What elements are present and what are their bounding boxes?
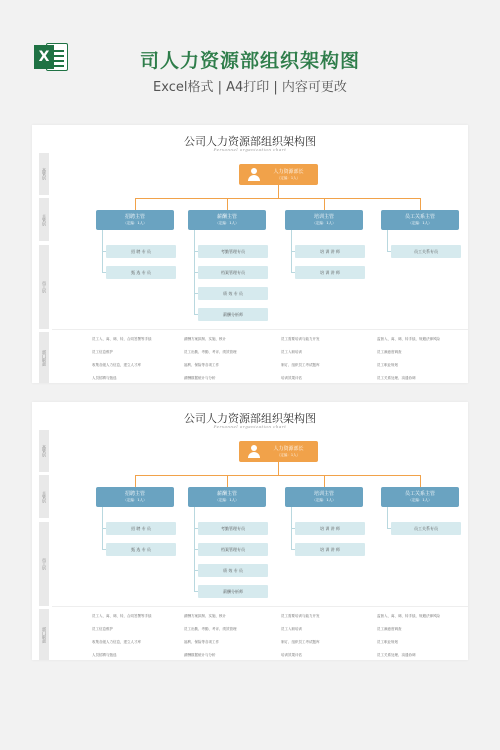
staff-node: 培 训 讲 师: [295, 543, 365, 556]
duty-item: 员工满意度调查: [377, 350, 402, 354]
duty-item: 员工需要培训与能力开发: [281, 337, 320, 341]
manager-count: （定编：1人）: [215, 498, 239, 502]
connector: [387, 230, 388, 251]
connector: [227, 475, 228, 487]
level-label: 部门职责: [39, 609, 49, 660]
manager-node: [381, 210, 459, 230]
level-label: 高管层: [39, 153, 49, 195]
staff-node: 招 聘 专 员: [106, 245, 176, 258]
head-count: （定编：1人）: [276, 176, 301, 180]
duty-item: 员工出勤、考勤、考评、绩效管理: [184, 350, 237, 354]
head-label: 人力资源部长: [273, 446, 304, 452]
chart-title: 公司人力资源部组织架构图: [184, 135, 316, 148]
chart-subtitle: Personnel organization chart: [213, 147, 287, 152]
connector: [135, 475, 136, 487]
level-label: 主管层: [39, 475, 49, 518]
connector: [420, 198, 421, 210]
staff-node: 员工关系专员: [391, 522, 461, 535]
head-node: [239, 164, 318, 185]
duties-column: [184, 337, 276, 383]
duty-item: 员工关系处理、沟通协调: [377, 376, 416, 380]
duties-column: [377, 614, 468, 660]
connector: [278, 462, 279, 475]
manager-label: 培训主管: [313, 491, 334, 497]
duty-item: 培训效果评估: [281, 653, 302, 657]
duties-column: [184, 614, 276, 660]
staff-node: 绩 效 专 员: [198, 564, 268, 577]
duty-item: 员工入职培训: [281, 350, 302, 354]
duty-item: 收集各级人力信息，建立人才库: [92, 640, 141, 644]
manager-node: [96, 487, 174, 507]
duties-column: [92, 614, 184, 660]
org-chart-preview-1: [32, 125, 468, 383]
staff-node: 培 训 讲 师: [295, 266, 365, 279]
staff-node: 甄 选 专 员: [106, 543, 176, 556]
manager-node: [188, 487, 266, 507]
duty-item: 员工入职培训: [281, 627, 302, 631]
staff-node: 薪酬分析师: [198, 585, 268, 598]
connector: [135, 198, 136, 210]
duty-item: 员工需要培训与能力开发: [281, 614, 320, 618]
head-node: [239, 441, 318, 462]
manager-label: 招聘主管: [124, 491, 145, 497]
duty-item: 福利、保险等各项工作: [184, 363, 219, 367]
manager-node: [96, 210, 174, 230]
duty-item: 制订、组织员工考试题库: [281, 640, 320, 644]
staff-node: 薪酬分析师: [198, 308, 268, 321]
duty-item: 人员招聘与甄选: [92, 376, 117, 380]
duty-item: 监督入、离、调、转手续，规避法律风险: [377, 337, 440, 341]
duties-column: [281, 337, 373, 383]
manager-label: 招聘主管: [124, 214, 145, 220]
duty-item: 薪酬数据统计与分析: [184, 376, 216, 380]
staff-node: 招 聘 专 员: [106, 522, 176, 535]
staff-node: 绩 效 专 员: [198, 287, 268, 300]
duty-item: 薪酬方案拟制、实施、核计: [184, 337, 226, 341]
manager-count: （定编：1人）: [408, 221, 432, 225]
person-icon: [248, 168, 260, 181]
staff-node: 档案管理专员: [198, 266, 268, 279]
duty-item: 员工出勤、考勤、考评、绩效管理: [184, 627, 237, 631]
connector: [387, 507, 388, 528]
duty-item: 监督入、离、调、转手续，规避法律风险: [377, 614, 440, 618]
staff-node: 培 训 讲 师: [295, 245, 365, 258]
level-label: 员工层: [39, 245, 49, 329]
duties-column: [377, 337, 468, 383]
excel-icon: X: [34, 40, 68, 74]
org-chart-preview-2: [32, 402, 468, 660]
connector: [135, 198, 421, 199]
duty-item: 员工信息维护: [92, 350, 113, 354]
manager-label: 员工关系主管: [404, 491, 435, 497]
manager-node: [188, 210, 266, 230]
manager-count: （定编：1人）: [312, 498, 336, 502]
manager-node: [285, 210, 363, 230]
duty-item: 员工入、离、调、转，合同签署等手续: [92, 614, 152, 618]
connector: [324, 198, 325, 210]
duty-item: 员工满意度调查: [377, 627, 402, 631]
banner: [0, 0, 500, 115]
connector: [135, 475, 421, 476]
staff-node: 档案管理专员: [198, 543, 268, 556]
manager-label: 员工关系主管: [404, 214, 435, 220]
head-count: （定编：1人）: [276, 453, 301, 457]
level-label: 部门职责: [39, 332, 49, 383]
level-label: 主管层: [39, 198, 49, 241]
manager-count: （定编：1人）: [123, 221, 147, 225]
person-icon: [248, 445, 260, 458]
staff-node: 培 训 讲 师: [295, 522, 365, 535]
connector: [324, 475, 325, 487]
duties-column: [92, 337, 184, 383]
duty-item: 收集各级人力信息，建立人才库: [92, 363, 141, 367]
duty-item: 员工职业规划: [377, 363, 398, 367]
duty-item: 员工关系处理、沟通协调: [377, 653, 416, 657]
banner-title: 司人力资源部组织架构图: [139, 50, 360, 72]
duty-item: 人员招聘与甄选: [92, 653, 117, 657]
manager-label: 薪酬主管: [216, 214, 237, 220]
divider: [52, 329, 468, 330]
level-label: 高管层: [39, 430, 49, 472]
manager-label: 培训主管: [313, 214, 334, 220]
manager-count: （定编：1人）: [312, 221, 336, 225]
level-label: 员工层: [39, 522, 49, 606]
duties-column: [281, 614, 373, 660]
duty-item: 制订、组织员工考试题库: [281, 363, 320, 367]
chart-title: 公司人力资源部组织架构图: [184, 412, 316, 425]
banner-subtitle: Excel格式 | A4打印 | 内容可更改: [153, 80, 347, 95]
duty-item: 薪酬方案拟制、实施、核计: [184, 614, 226, 618]
duty-item: 员工职业规划: [377, 640, 398, 644]
duty-item: 福利、保险等各项工作: [184, 640, 219, 644]
divider: [52, 606, 468, 607]
duty-item: 薪酬数据统计与分析: [184, 653, 216, 657]
manager-label: 薪酬主管: [216, 491, 237, 497]
staff-node: 员工关系专员: [391, 245, 461, 258]
duty-item: 员工信息维护: [92, 627, 113, 631]
manager-count: （定编：1人）: [215, 221, 239, 225]
staff-node: 考勤管理专员: [198, 245, 268, 258]
connector: [278, 185, 279, 198]
head-label: 人力资源部长: [273, 169, 304, 175]
chart-subtitle: Personnel organization chart: [213, 424, 287, 429]
duty-item: 培训效果评估: [281, 376, 302, 380]
staff-node: 甄 选 专 员: [106, 266, 176, 279]
manager-count: （定编：1人）: [123, 498, 147, 502]
manager-count: （定编：1人）: [408, 498, 432, 502]
manager-node: [381, 487, 459, 507]
staff-node: 考勤管理专员: [198, 522, 268, 535]
connector: [227, 198, 228, 210]
duty-item: 员工入、离、调、转，合同签署等手续: [92, 337, 152, 341]
connector: [420, 475, 421, 487]
manager-node: [285, 487, 363, 507]
